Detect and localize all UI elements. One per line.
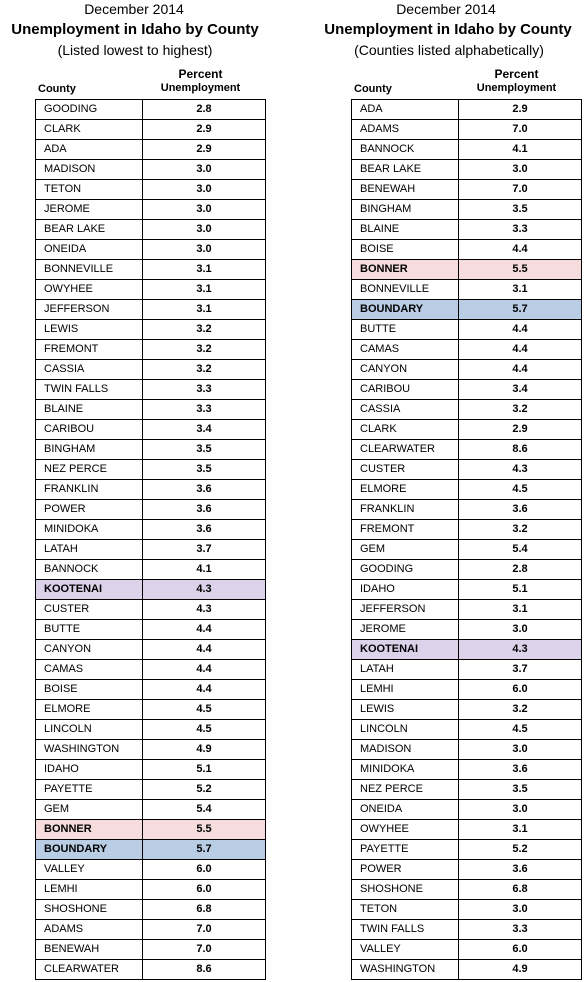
table-row (352, 700, 582, 720)
county-name-cell: LEMHI (352, 680, 459, 700)
table-row (352, 240, 582, 260)
county-name-cell: BUTTE (36, 620, 143, 640)
table-row (36, 460, 266, 480)
percent-header-line-2: Unemployment (476, 82, 557, 94)
unemployment-rate-cell: 3.6 (459, 760, 582, 780)
table-row (36, 960, 266, 980)
unemployment-rate-cell: 3.2 (459, 400, 582, 420)
table-row (352, 460, 582, 480)
table-row (36, 200, 266, 220)
unemployment-rate-cell: 4.3 (459, 640, 582, 660)
unemployment-rate-cell: 3.0 (459, 620, 582, 640)
panel-date: December 2014 (396, 1, 496, 17)
county-name-cell: MADISON (352, 740, 459, 760)
table-row (36, 780, 266, 800)
county-name-cell: CLARK (352, 420, 459, 440)
table-row (352, 740, 582, 760)
county-name-cell: IDAHO (352, 580, 459, 600)
table-row (36, 700, 266, 720)
county-name-cell: WASHINGTON (352, 960, 459, 980)
county-name-cell: ONEIDA (36, 240, 143, 260)
table-row (36, 760, 266, 780)
table-row (352, 180, 582, 200)
unemployment-rate-cell: 6.0 (143, 860, 266, 880)
county-name-cell: NEZ PERCE (352, 780, 459, 800)
unemployment-rate-cell: 3.1 (459, 280, 582, 300)
unemployment-rate-cell: 5.4 (143, 800, 266, 820)
unemployment-rate-cell: 3.7 (143, 540, 266, 560)
table-row (36, 300, 266, 320)
county-table-alphabetical (351, 99, 582, 980)
unemployment-rate-cell: 3.3 (143, 380, 266, 400)
table-row (352, 580, 582, 600)
unemployment-rate-cell: 4.4 (143, 660, 266, 680)
table-row (352, 820, 582, 840)
unemployment-rate-cell: 5.1 (143, 760, 266, 780)
county-name-cell: OWYHEE (352, 820, 459, 840)
county-name-cell: ELMORE (36, 700, 143, 720)
county-name-cell: FREMONT (352, 520, 459, 540)
percent-header-line-2: Unemployment (160, 82, 241, 94)
county-name-cell: BONNEVILLE (36, 260, 143, 280)
table-row (352, 280, 582, 300)
unemployment-rate-cell: 3.0 (459, 160, 582, 180)
unemployment-rate-cell: 3.7 (459, 660, 582, 680)
table-row (352, 840, 582, 860)
table-row (352, 900, 582, 920)
unemployment-rate-cell: 3.0 (459, 900, 582, 920)
table-row (36, 420, 266, 440)
table-row (36, 600, 266, 620)
panel-title: Unemployment in Idaho by County (11, 21, 259, 38)
county-name-cell: ADA (36, 140, 143, 160)
table-row (352, 960, 582, 980)
county-name-cell: LEMHI (36, 880, 143, 900)
table-row (352, 300, 582, 320)
table-row (352, 480, 582, 500)
unemployment-rate-cell: 2.8 (143, 100, 266, 120)
unemployment-rate-cell: 2.8 (459, 560, 582, 580)
unemployment-rate-cell: 4.3 (459, 460, 582, 480)
county-name-cell: VALLEY (36, 860, 143, 880)
county-name-cell: LATAH (352, 660, 459, 680)
unemployment-rate-cell: 3.0 (459, 800, 582, 820)
unemployment-rate-cell: 3.2 (143, 360, 266, 380)
unemployment-rate-cell: 3.5 (459, 200, 582, 220)
unemployment-rate-cell: 8.6 (459, 440, 582, 460)
county-name-cell: CUSTER (36, 600, 143, 620)
unemployment-rate-cell: 3.1 (459, 820, 582, 840)
county-name-cell: OWYHEE (36, 280, 143, 300)
county-name-cell: FRANKLIN (36, 480, 143, 500)
unemployment-rate-cell: 3.2 (143, 320, 266, 340)
county-name-cell: IDAHO (36, 760, 143, 780)
county-name-cell: JEROME (352, 620, 459, 640)
panel-subtitle: (Counties listed alphabetically) (354, 42, 544, 58)
unemployment-rate-cell: 3.1 (143, 300, 266, 320)
table-row (36, 520, 266, 540)
table-row (36, 720, 266, 740)
unemployment-rate-cell: 4.4 (143, 680, 266, 700)
table-row (36, 620, 266, 640)
unemployment-rate-cell: 3.0 (143, 160, 266, 180)
county-name-cell: BINGHAM (36, 440, 143, 460)
unemployment-rate-cell: 3.3 (459, 920, 582, 940)
unemployment-rate-cell: 7.0 (459, 180, 582, 200)
unemployment-rate-cell: 3.4 (459, 380, 582, 400)
table-row (36, 320, 266, 340)
unemployment-rate-cell: 4.9 (143, 740, 266, 760)
table-row (352, 640, 582, 660)
table-row (36, 240, 266, 260)
county-column-header: County (354, 83, 392, 95)
unemployment-rate-cell: 6.0 (459, 680, 582, 700)
county-name-cell: BANNOCK (352, 140, 459, 160)
county-name-cell: FREMONT (36, 340, 143, 360)
county-name-cell: CLEARWATER (36, 960, 143, 980)
table-row (352, 140, 582, 160)
percent-header-line-1: Percent (494, 67, 539, 81)
unemployment-rate-cell: 3.5 (459, 780, 582, 800)
county-name-cell: CAMAS (352, 340, 459, 360)
table-row (352, 940, 582, 960)
unemployment-rate-cell: 3.6 (143, 480, 266, 500)
county-name-cell: LEWIS (36, 320, 143, 340)
table-row (352, 440, 582, 460)
county-name-cell: ONEIDA (352, 800, 459, 820)
county-name-cell: FRANKLIN (352, 500, 459, 520)
county-name-cell: MINIDOKA (36, 520, 143, 540)
table-row (36, 900, 266, 920)
unemployment-rate-cell: 3.6 (459, 500, 582, 520)
county-name-cell: TWIN FALLS (352, 920, 459, 940)
unemployment-rate-cell: 4.4 (143, 640, 266, 660)
unemployment-rate-cell: 3.0 (459, 740, 582, 760)
unemployment-rate-cell: 5.4 (459, 540, 582, 560)
table-row (36, 160, 266, 180)
table-row (36, 560, 266, 580)
county-name-cell: TETON (352, 900, 459, 920)
table-row (352, 200, 582, 220)
county-name-cell: WASHINGTON (36, 740, 143, 760)
county-name-cell: BLAINE (36, 400, 143, 420)
table-row (352, 880, 582, 900)
county-name-cell: MADISON (36, 160, 143, 180)
table-row (36, 820, 266, 840)
unemployment-rate-cell: 3.3 (459, 220, 582, 240)
table-row (352, 920, 582, 940)
table-row (36, 680, 266, 700)
unemployment-rate-cell: 4.9 (459, 960, 582, 980)
unemployment-rate-cell: 4.5 (143, 720, 266, 740)
unemployment-rate-cell: 4.3 (143, 580, 266, 600)
unemployment-rate-cell: 3.5 (143, 460, 266, 480)
unemployment-rate-cell: 3.0 (143, 240, 266, 260)
county-name-cell: GOODING (352, 560, 459, 580)
table-row (36, 740, 266, 760)
county-name-cell: BOUNDARY (352, 300, 459, 320)
unemployment-rate-cell: 4.5 (143, 700, 266, 720)
county-name-cell: POWER (352, 860, 459, 880)
table-row (352, 800, 582, 820)
unemployment-rate-cell: 4.4 (459, 340, 582, 360)
unemployment-rate-cell: 4.5 (459, 720, 582, 740)
table-row (36, 940, 266, 960)
table-row (352, 780, 582, 800)
county-name-cell: BINGHAM (352, 200, 459, 220)
county-name-cell: NEZ PERCE (36, 460, 143, 480)
county-name-cell: ADAMS (352, 120, 459, 140)
table-row (352, 340, 582, 360)
unemployment-rate-cell: 2.9 (459, 420, 582, 440)
unemployment-rate-cell: 2.9 (459, 100, 582, 120)
county-name-cell: CUSTER (352, 460, 459, 480)
unemployment-rate-cell: 6.0 (143, 880, 266, 900)
table-row (36, 440, 266, 460)
table-row (352, 380, 582, 400)
county-name-cell: KOOTENAI (352, 640, 459, 660)
table-row (352, 320, 582, 340)
county-name-cell: BANNOCK (36, 560, 143, 580)
unemployment-rate-cell: 3.0 (143, 180, 266, 200)
unemployment-rate-cell: 4.4 (143, 620, 266, 640)
table-row (352, 680, 582, 700)
unemployment-rate-cell: 5.7 (143, 840, 266, 860)
table-row (36, 840, 266, 860)
table-row (352, 400, 582, 420)
county-table-sorted (35, 99, 266, 980)
county-name-cell: BONNEVILLE (352, 280, 459, 300)
county-name-cell: ADA (352, 100, 459, 120)
table-row (352, 260, 582, 280)
table-row (36, 400, 266, 420)
unemployment-rate-cell: 3.1 (143, 280, 266, 300)
county-name-cell: BOISE (36, 680, 143, 700)
table-row (36, 660, 266, 680)
unemployment-rate-cell: 3.4 (143, 420, 266, 440)
county-name-cell: CARIBOU (352, 380, 459, 400)
unemployment-rate-cell: 3.3 (143, 400, 266, 420)
unemployment-rate-cell: 6.8 (459, 880, 582, 900)
table-row (36, 280, 266, 300)
county-name-cell: CLEARWATER (352, 440, 459, 460)
county-name-cell: CARIBOU (36, 420, 143, 440)
table-row (36, 640, 266, 660)
table-row (352, 720, 582, 740)
county-name-cell: CAMAS (36, 660, 143, 680)
table-row (36, 380, 266, 400)
unemployment-rate-cell: 6.0 (459, 940, 582, 960)
table-row (352, 540, 582, 560)
panel-subtitle: (Listed lowest to highest) (57, 42, 213, 58)
table-row (36, 180, 266, 200)
county-name-cell: MINIDOKA (352, 760, 459, 780)
county-name-cell: BLAINE (352, 220, 459, 240)
county-name-cell: BENEWAH (352, 180, 459, 200)
county-name-cell: SHOSHONE (36, 900, 143, 920)
table-row (352, 660, 582, 680)
county-name-cell: LINCOLN (352, 720, 459, 740)
unemployment-rate-cell: 5.7 (459, 300, 582, 320)
table-row (352, 160, 582, 180)
unemployment-rate-cell: 3.1 (143, 260, 266, 280)
county-name-cell: BUTTE (352, 320, 459, 340)
table-row (36, 100, 266, 120)
table-row (352, 360, 582, 380)
panel-title: Unemployment in Idaho by County (324, 21, 572, 38)
unemployment-rate-cell: 4.5 (459, 480, 582, 500)
table-row (36, 140, 266, 160)
county-name-cell: CANYON (36, 640, 143, 660)
county-name-cell: LINCOLN (36, 720, 143, 740)
county-name-cell: ELMORE (352, 480, 459, 500)
county-name-cell: SHOSHONE (352, 880, 459, 900)
county-name-cell: POWER (36, 500, 143, 520)
county-name-cell: PAYETTE (36, 780, 143, 800)
table-row (36, 880, 266, 900)
unemployment-rate-cell: 3.0 (143, 220, 266, 240)
table-row (352, 600, 582, 620)
table-row (36, 580, 266, 600)
table-row (36, 480, 266, 500)
county-column-header: County (38, 83, 76, 95)
unemployment-rate-cell: 4.4 (459, 360, 582, 380)
unemployment-rate-cell: 4.4 (459, 240, 582, 260)
unemployment-rate-cell: 3.1 (459, 600, 582, 620)
county-name-cell: TWIN FALLS (36, 380, 143, 400)
unemployment-rate-cell: 3.2 (143, 340, 266, 360)
county-name-cell: BEAR LAKE (36, 220, 143, 240)
table-row (36, 860, 266, 880)
unemployment-rate-cell: 3.6 (143, 520, 266, 540)
unemployment-rate-cell: 8.6 (143, 960, 266, 980)
table-row (352, 620, 582, 640)
table-row (36, 260, 266, 280)
county-name-cell: CLARK (36, 120, 143, 140)
county-name-cell: LATAH (36, 540, 143, 560)
county-name-cell: CANYON (352, 360, 459, 380)
percent-column-header (135, 67, 266, 96)
table-row (36, 800, 266, 820)
table-row (352, 860, 582, 880)
unemployment-rate-cell: 7.0 (459, 120, 582, 140)
county-name-cell: GEM (36, 800, 143, 820)
unemployment-rate-cell: 4.4 (459, 320, 582, 340)
county-name-cell: GOODING (36, 100, 143, 120)
table-row (36, 220, 266, 240)
table-row (352, 560, 582, 580)
table-row (352, 420, 582, 440)
percent-header-line-1: Percent (178, 67, 223, 81)
county-name-cell: PAYETTE (352, 840, 459, 860)
unemployment-rate-cell: 7.0 (143, 940, 266, 960)
unemployment-rate-cell: 7.0 (143, 920, 266, 940)
table-row (352, 520, 582, 540)
county-name-cell: TETON (36, 180, 143, 200)
unemployment-rate-cell: 5.2 (459, 840, 582, 860)
unemployment-rate-cell: 4.1 (459, 140, 582, 160)
percent-column-header (451, 67, 582, 96)
table-row (36, 540, 266, 560)
county-name-cell: GEM (352, 540, 459, 560)
table-row (36, 500, 266, 520)
table-row (352, 500, 582, 520)
table-row (36, 920, 266, 940)
unemployment-rate-cell: 5.5 (459, 260, 582, 280)
county-name-cell: BONNER (352, 260, 459, 280)
unemployment-rate-cell: 3.5 (143, 440, 266, 460)
unemployment-rate-cell: 6.8 (143, 900, 266, 920)
table-row (352, 120, 582, 140)
county-name-cell: LEWIS (352, 700, 459, 720)
table-row (352, 220, 582, 240)
county-name-cell: BOUNDARY (36, 840, 143, 860)
unemployment-rate-cell: 4.1 (143, 560, 266, 580)
county-name-cell: KOOTENAI (36, 580, 143, 600)
panel-date: December 2014 (84, 1, 184, 17)
county-name-cell: JEFFERSON (36, 300, 143, 320)
table-row (36, 360, 266, 380)
county-name-cell: CASSIA (352, 400, 459, 420)
unemployment-rate-cell: 3.6 (143, 500, 266, 520)
unemployment-rate-cell: 2.9 (143, 120, 266, 140)
unemployment-rate-cell: 5.5 (143, 820, 266, 840)
county-name-cell: VALLEY (352, 940, 459, 960)
county-name-cell: BEAR LAKE (352, 160, 459, 180)
county-name-cell: JEFFERSON (352, 600, 459, 620)
county-name-cell: ADAMS (36, 920, 143, 940)
county-name-cell: BENEWAH (36, 940, 143, 960)
county-name-cell: JEROME (36, 200, 143, 220)
unemployment-rate-cell: 5.2 (143, 780, 266, 800)
table-row (36, 340, 266, 360)
unemployment-rate-cell: 5.1 (459, 580, 582, 600)
unemployment-rate-cell: 3.0 (143, 200, 266, 220)
county-name-cell: BOISE (352, 240, 459, 260)
unemployment-rate-cell: 3.2 (459, 700, 582, 720)
table-row (352, 760, 582, 780)
county-name-cell: CASSIA (36, 360, 143, 380)
table-row (352, 100, 582, 120)
county-name-cell: BONNER (36, 820, 143, 840)
unemployment-rate-cell: 2.9 (143, 140, 266, 160)
unemployment-rate-cell: 4.3 (143, 600, 266, 620)
unemployment-rate-cell: 3.2 (459, 520, 582, 540)
table-row (36, 120, 266, 140)
unemployment-rate-cell: 3.6 (459, 860, 582, 880)
